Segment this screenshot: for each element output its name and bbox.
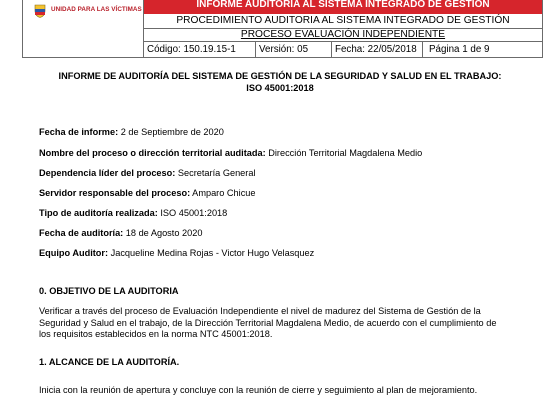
header-logo-cell (23, 0, 144, 57)
field-audit-team (39, 248, 314, 259)
header-code: Código: 150.19.15-1 (144, 42, 256, 58)
paragraph-line: Verificar a través del proceso de Evaluación Independiente el nivel de madurez del Sistema de Gestión de la (39, 306, 481, 316)
field-report-date (39, 127, 224, 138)
header-version: Versión: 05 (256, 42, 332, 58)
field-label: Dependencia líder del proceso: (39, 168, 176, 178)
field-label: Equipo Auditor: (39, 248, 109, 258)
field-responsible (39, 188, 256, 199)
header-info (144, 0, 542, 57)
field-value: Amparo Chicue (190, 188, 256, 198)
section-objective-heading: 0. OBJETIVO DE LA AUDITORIA (39, 286, 179, 296)
report-title (0, 70, 560, 94)
field-value: Dirección Territorial Magdalena Medio (265, 148, 423, 158)
logo-text: UNIDAD PARA LAS VÍCTIMAS (51, 6, 142, 13)
header-date: Fecha: 22/05/2018 (332, 42, 423, 58)
header-procedure: PROCEDIMIENTO AUDITORIA AL SISTEMA INTEGRADO DE GESTIÓN (144, 14, 542, 29)
header-process (144, 29, 542, 41)
header-process-text: PROCESO EVALUACIÓN INDEPENDIENTE (240, 29, 446, 40)
field-label: Tipo de auditoría realizada: (39, 208, 158, 218)
report-title-line2: ISO 45001:2018 (246, 83, 314, 93)
report-title-line1: INFORME DE AUDITORÍA DEL SISTEMA DE GESTIÓN DE LA SEGURIDAD Y SALUD EN EL TRABAJO: (58, 71, 502, 81)
section-objective-text (39, 306, 527, 341)
field-value: Secretaría General (175, 168, 256, 178)
field-process-name (39, 148, 422, 159)
field-value: ISO 45001:2018 (157, 208, 228, 218)
field-label: Fecha de informe: (39, 127, 119, 137)
coat-of-arms-icon (34, 4, 46, 18)
field-value: 2 de Septiembre de 2020 (118, 127, 224, 137)
paragraph-line: Inicia con la reunión de apertura y concluye con la reunión de cierre y seguimiento al plan de mejoramiento. (39, 385, 478, 395)
field-label: Fecha de auditoría: (39, 228, 124, 238)
field-audit-type (39, 208, 227, 219)
field-value: 18 de Agosto 2020 (123, 228, 203, 238)
section-scope-heading: 1. ALCANCE DE LA AUDITORÍA. (39, 357, 180, 367)
field-audit-date (39, 228, 202, 239)
paragraph-line: los requisitos establecidos en la norma NTC 45001:2018. (39, 329, 273, 339)
field-label: Servidor responsable del proceso: (39, 188, 191, 198)
document-header (22, 0, 543, 58)
field-label: Nombre del proceso o dirección territorial auditada: (39, 148, 266, 158)
field-lead-dependency (39, 168, 256, 179)
field-value: Jacqueline Medina Rojas - Victor Hugo Velasquez (108, 248, 315, 258)
header-page: Página 1 de 9 (429, 44, 490, 55)
paragraph-line: Seguridad y Salud en el trabajo, de la Dirección Territorial Magdalena Medio, de acuerdo con el cumplimiento de (39, 317, 497, 328)
section-scope-text (39, 385, 527, 397)
header-meta-row (144, 41, 542, 58)
header-top-title: INFORME AUDITORÍA AL SISTEMA INTEGRADO DE GESTIÓN (144, 0, 542, 14)
